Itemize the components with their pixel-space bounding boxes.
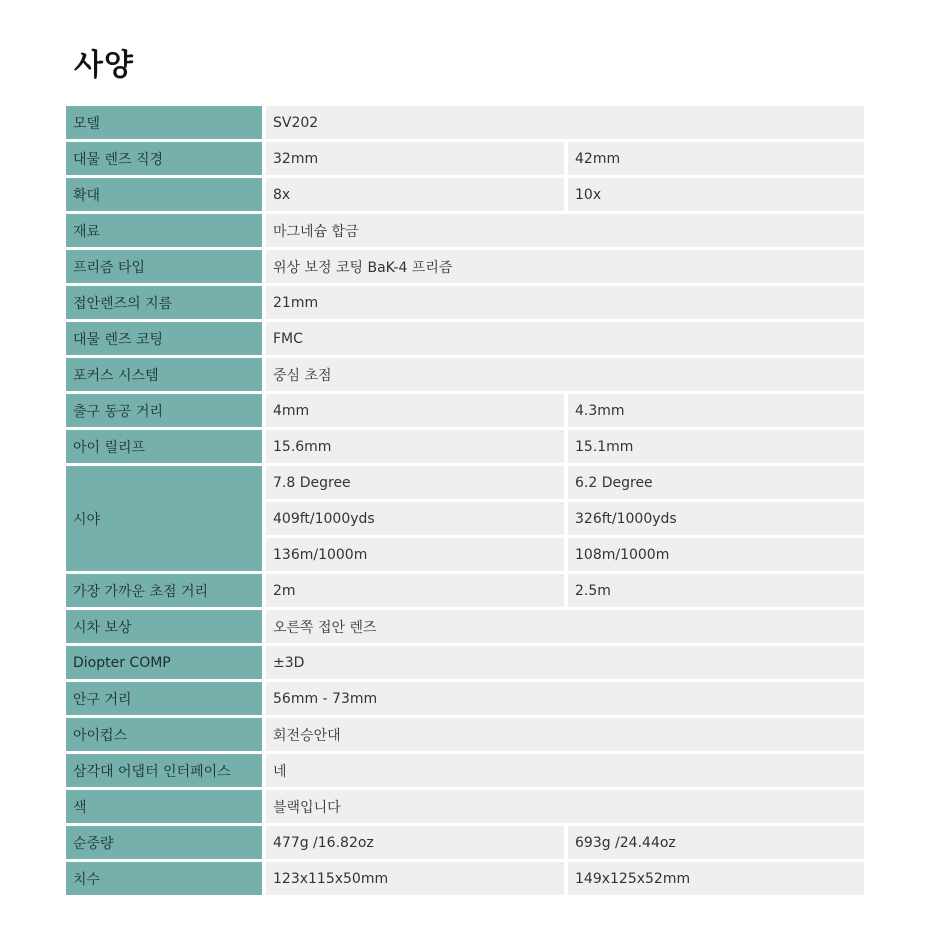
spec-value: 56mm - 73mm xyxy=(266,682,864,718)
spec-row-lens-coating xyxy=(66,322,864,358)
spec-label: 시차 보상 xyxy=(66,610,266,646)
spec-value: 108m/1000m xyxy=(568,538,864,574)
spec-value: 693g /24.44oz xyxy=(568,826,864,862)
spec-label: 아이컵스 xyxy=(66,718,266,754)
spec-value: 4mm xyxy=(266,394,568,430)
spec-row-close-focus xyxy=(66,574,864,610)
spec-label: 접안렌즈의 지름 xyxy=(66,286,266,322)
spec-value: 15.6mm xyxy=(266,430,568,466)
spec-row-magnification xyxy=(66,178,864,214)
spec-row-model xyxy=(66,106,864,142)
spec-value: 중심 초점 xyxy=(266,358,864,394)
spec-value: 8x xyxy=(266,178,568,214)
spec-table xyxy=(66,106,864,898)
spec-value: SV202 xyxy=(266,106,864,142)
spec-value: 477g /16.82oz xyxy=(266,826,568,862)
spec-row-weight xyxy=(66,826,864,862)
spec-row-field-of-view xyxy=(66,466,864,502)
spec-value: 오른쪽 접안 렌즈 xyxy=(266,610,864,646)
spec-value: 21mm xyxy=(266,286,864,322)
spec-value: 7.8 Degree xyxy=(266,466,568,502)
spec-row-eyepiece-diameter xyxy=(66,286,864,322)
spec-label: 삼각대 어댑터 인터페이스 xyxy=(66,754,266,790)
spec-label: 순중량 xyxy=(66,826,266,862)
spec-value: 409ft/1000yds xyxy=(266,502,568,538)
spec-label: 안구 거리 xyxy=(66,682,266,718)
spec-label: 가장 가까운 초점 거리 xyxy=(66,574,266,610)
spec-label: 포커스 시스템 xyxy=(66,358,266,394)
spec-value: 32mm xyxy=(266,142,568,178)
spec-value: 15.1mm xyxy=(568,430,864,466)
spec-value: 마그네슘 합금 xyxy=(266,214,864,250)
spec-label: 시야 xyxy=(66,466,266,574)
spec-row-diopter xyxy=(66,646,864,682)
spec-label: 모델 xyxy=(66,106,266,142)
spec-label: Diopter COMP xyxy=(66,646,266,682)
spec-label: 재료 xyxy=(66,214,266,250)
spec-value: 블랙입니다 xyxy=(266,790,864,826)
spec-value: 149x125x52mm xyxy=(568,862,864,898)
spec-value: FMC xyxy=(266,322,864,358)
spec-label: 프리즘 타입 xyxy=(66,250,266,286)
page-title: 사양 xyxy=(74,48,134,83)
spec-row-dimensions xyxy=(66,862,864,898)
spec-row-parallax xyxy=(66,610,864,646)
spec-value: 326ft/1000yds xyxy=(568,502,864,538)
spec-value: 6.2 Degree xyxy=(568,466,864,502)
spec-value: 4.3mm xyxy=(568,394,864,430)
spec-value: 123x115x50mm xyxy=(266,862,568,898)
spec-value: 네 xyxy=(266,754,864,790)
spec-label: 대물 렌즈 직경 xyxy=(66,142,266,178)
spec-label: 출구 동공 거리 xyxy=(66,394,266,430)
spec-row-focus-system xyxy=(66,358,864,394)
spec-row-eyecups xyxy=(66,718,864,754)
spec-value: 42mm xyxy=(568,142,864,178)
spec-row-exit-pupil xyxy=(66,394,864,430)
spec-value: 회전승안대 xyxy=(266,718,864,754)
spec-row-eye-relief xyxy=(66,430,864,466)
spec-row-material xyxy=(66,214,864,250)
spec-label: 대물 렌즈 코팅 xyxy=(66,322,266,358)
spec-label: 색 xyxy=(66,790,266,826)
spec-label: 치수 xyxy=(66,862,266,898)
spec-label: 확대 xyxy=(66,178,266,214)
spec-value: ±3D xyxy=(266,646,864,682)
spec-row-color xyxy=(66,790,864,826)
spec-row-ipd xyxy=(66,682,864,718)
spec-value: 136m/1000m xyxy=(266,538,568,574)
spec-row-prism-type xyxy=(66,250,864,286)
spec-value: 10x xyxy=(568,178,864,214)
spec-row-tripod-adapter xyxy=(66,754,864,790)
spec-row-objective-diameter xyxy=(66,142,864,178)
spec-value: 2.5m xyxy=(568,574,864,610)
spec-label: 아이 릴리프 xyxy=(66,430,266,466)
spec-value: 위상 보정 코팅 BaK-4 프리즘 xyxy=(266,250,864,286)
spec-value: 2m xyxy=(266,574,568,610)
